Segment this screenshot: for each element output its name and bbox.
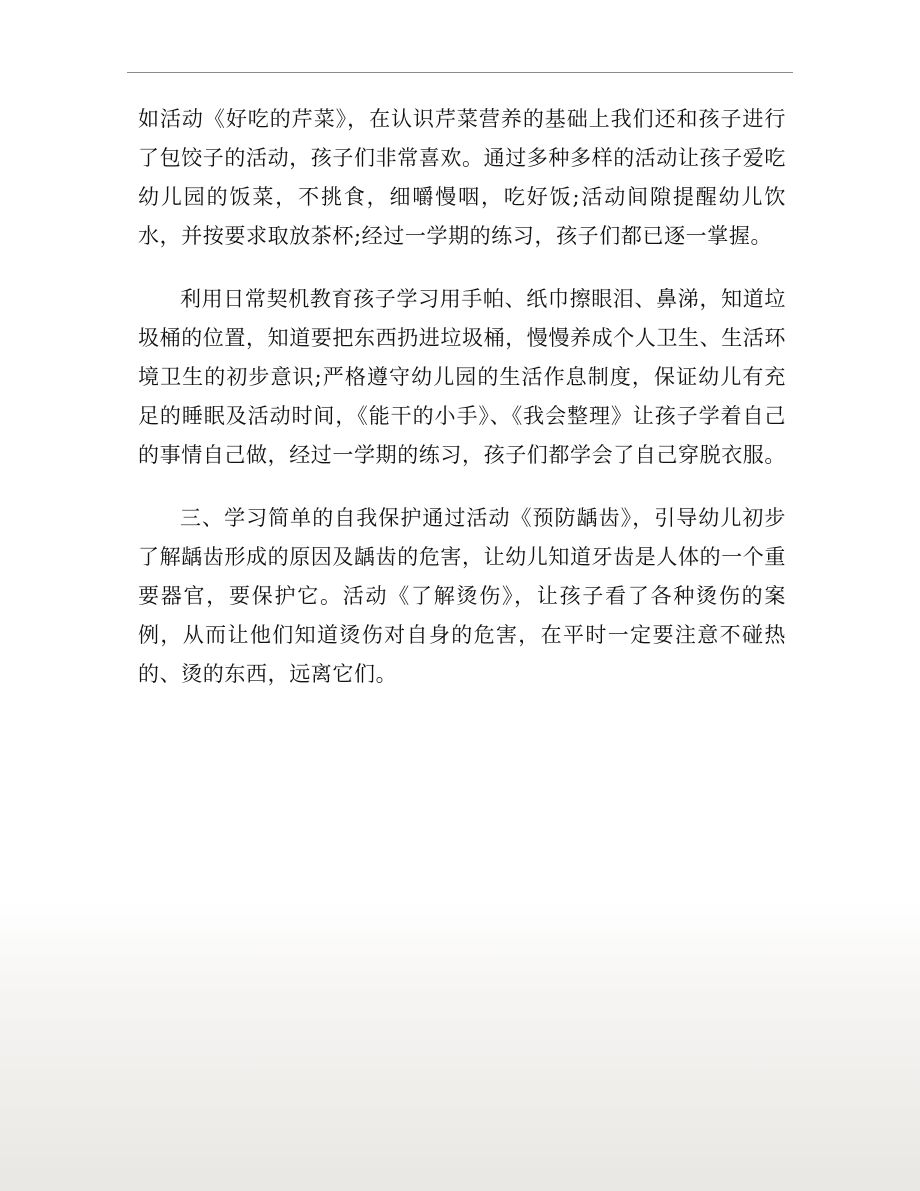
paragraph-self-protection: 三、学习简单的自我保护通过活动《预防龋齿》，引导幼儿初步了解龋齿形成的原因及龋齿的危害，让幼儿知道牙齿是人体的一个重要器官，要保护它。活动《了解烫伤》，让孩子看了各种烫伤的案例，从而让他们知道烫伤对自身的危害，在平时一定要注意不碰热的、烫的东西，远离它们。 bbox=[138, 506, 786, 686]
paragraph-hygiene-habits: 利用日常契机教育孩子学习用手帕、纸巾擦眼泪、鼻涕，知道垃圾桶的位置，知道要把东西扔进垃圾桶，慢慢养成个人卫生、生活环境卫生的初步意识;严格遵守幼儿园的生活作息制度，保证幼儿有充足的睡眠及活动时间，《能干的小手》、《我会整理》让孩子学着自己的事情自己做，经过一学期的练习，孩子们都学会了自己穿脱衣服。 bbox=[138, 287, 786, 467]
header-divider bbox=[127, 72, 793, 73]
paragraph-eating-habits: 如活动《好吃的芹菜》，在认识芹菜营养的基础上我们还和孩子进行了包饺子的活动，孩子们非常喜欢。通过多种多样的活动让孩子爱吃幼儿园的饭菜，不挑食，细嚼慢咽，吃好饭;活动间隙提醒幼儿饮水，并按要求取放茶杯;经过一学期的练习，孩子们都已逐一掌握。 bbox=[138, 107, 786, 248]
document-body bbox=[138, 100, 786, 718]
